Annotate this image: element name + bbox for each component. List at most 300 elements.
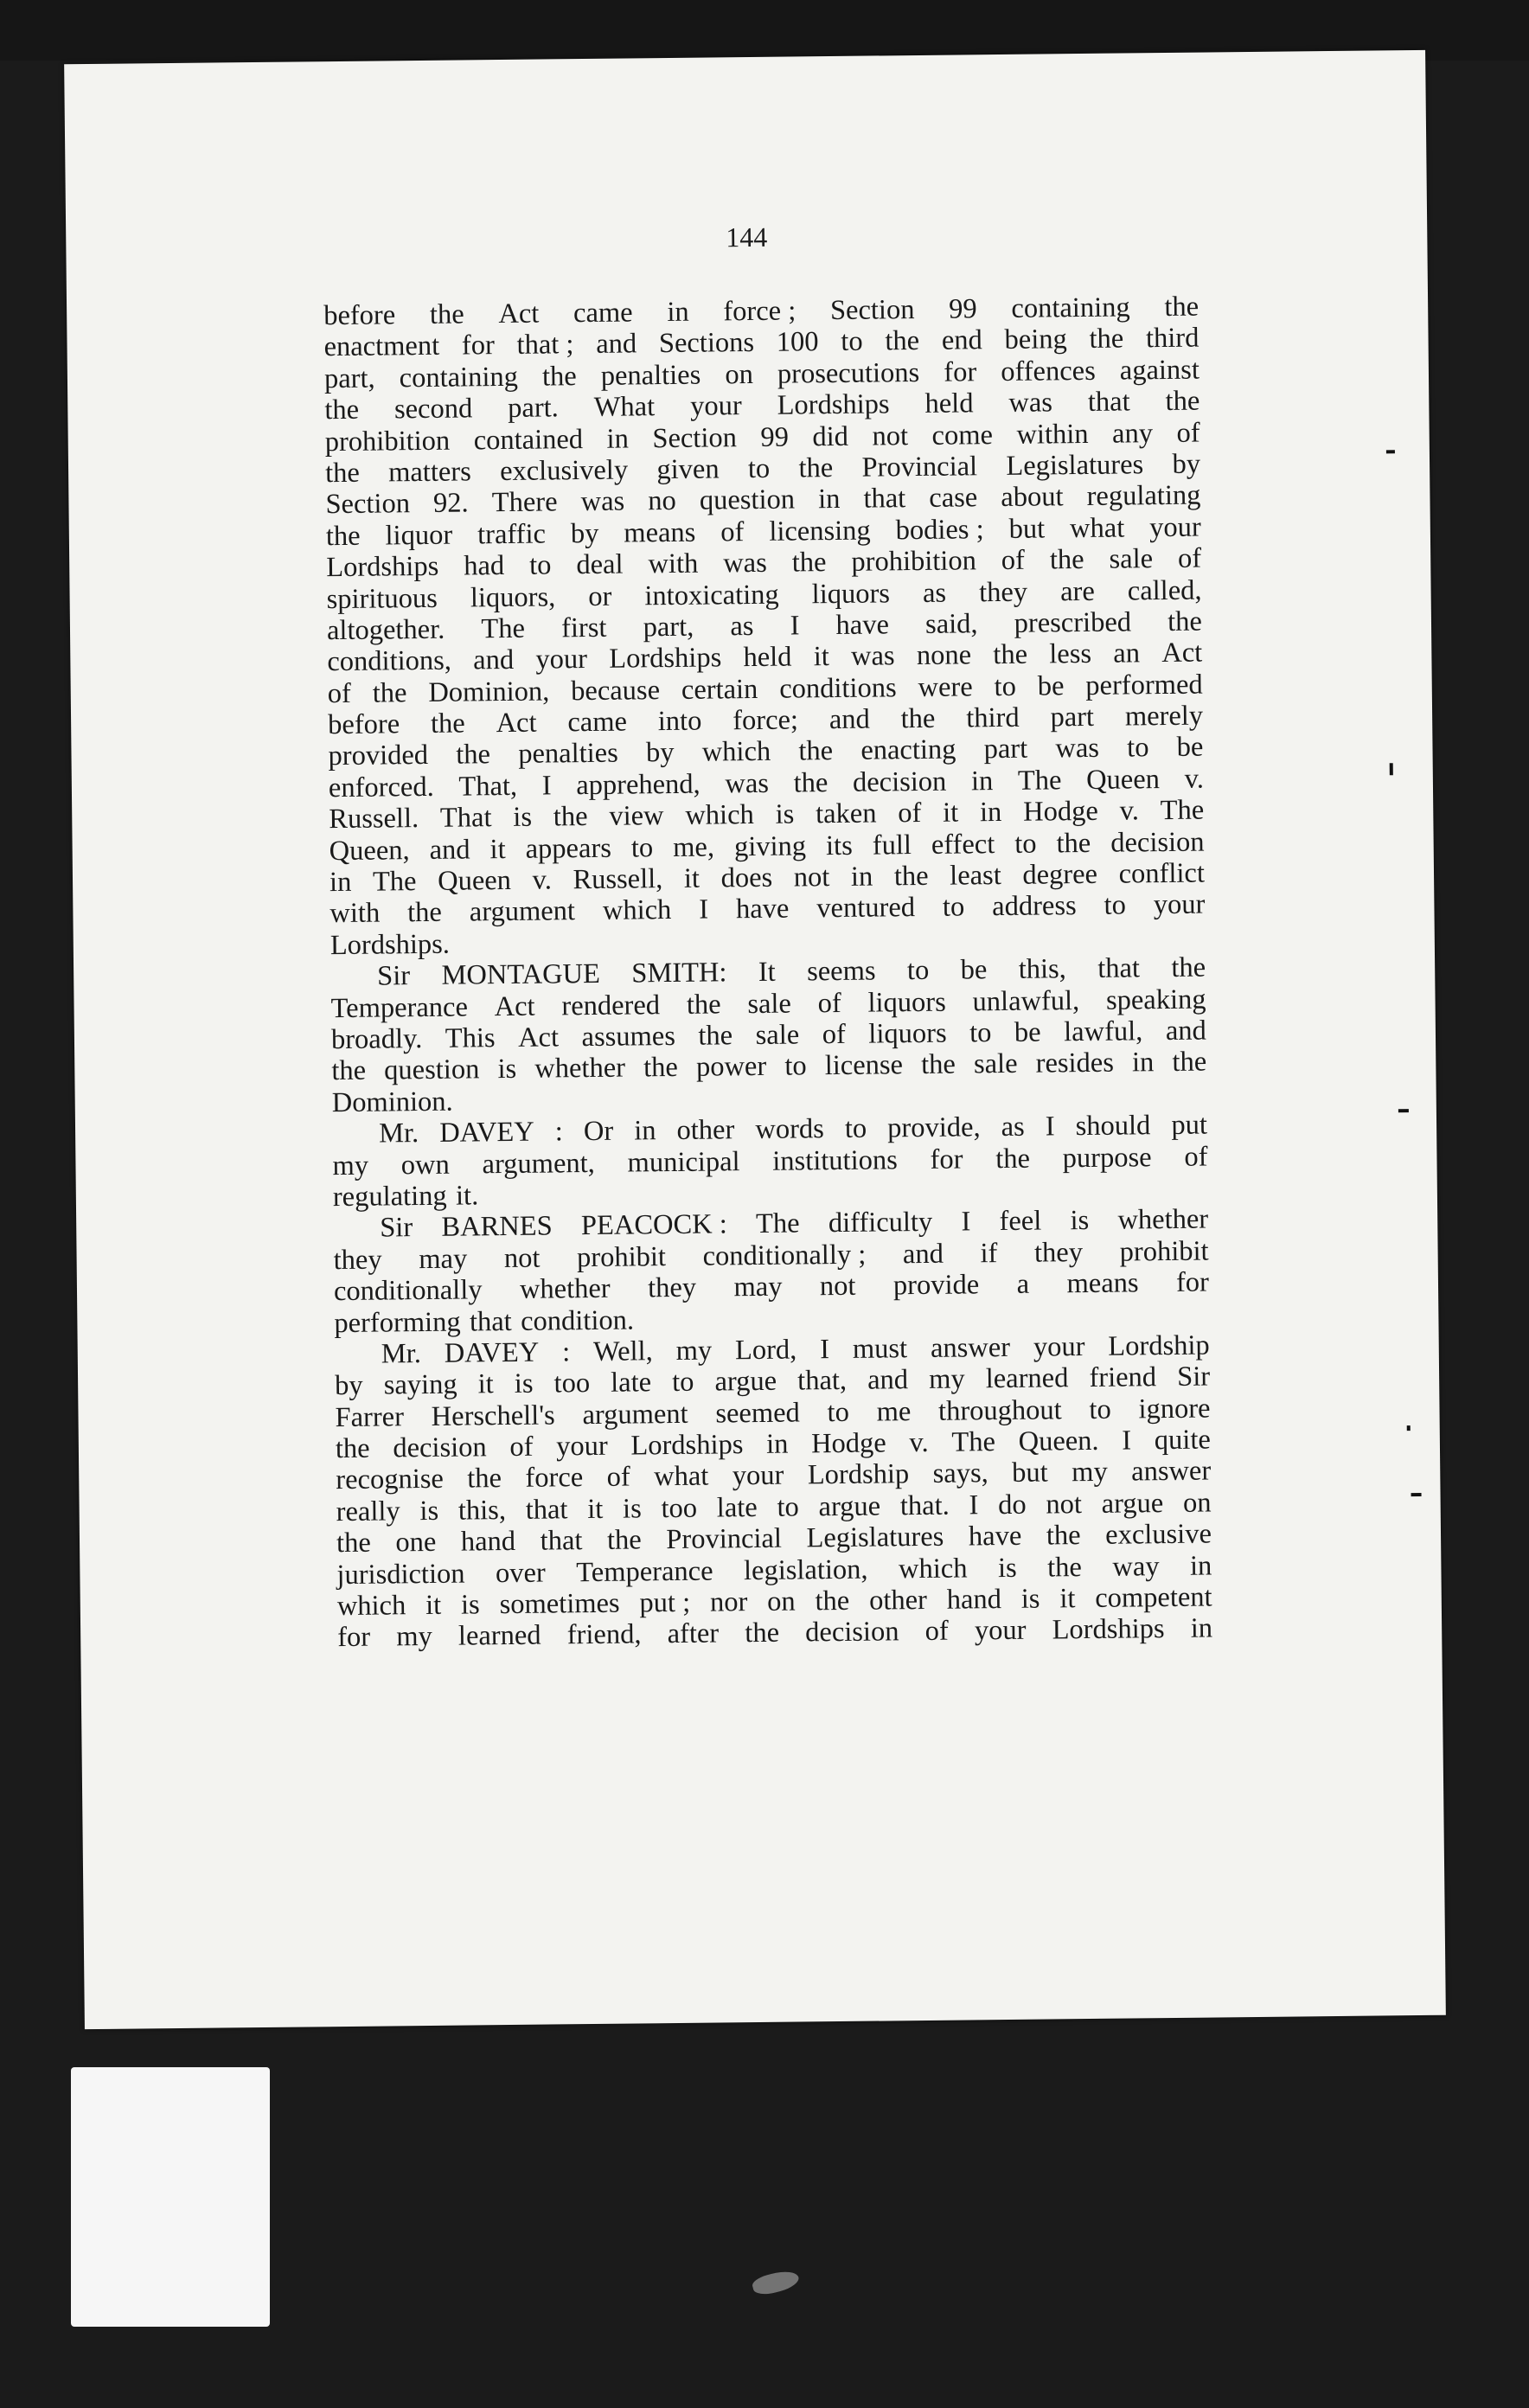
word: Act bbox=[494, 990, 535, 1022]
word: that bbox=[469, 1305, 512, 1337]
word: have bbox=[968, 1521, 1022, 1553]
word: whether bbox=[1117, 1203, 1209, 1236]
word: by bbox=[645, 737, 675, 769]
word: I bbox=[1122, 1425, 1132, 1457]
word: it bbox=[489, 833, 506, 865]
word: the bbox=[1167, 605, 1203, 637]
word: that bbox=[863, 483, 906, 515]
word: or bbox=[588, 580, 612, 612]
word: any bbox=[1111, 417, 1154, 450]
word: prosecutions bbox=[777, 356, 920, 390]
word: Mr. bbox=[378, 1118, 419, 1150]
word: not bbox=[1046, 1488, 1083, 1521]
word: the bbox=[791, 547, 827, 579]
word: the bbox=[541, 360, 577, 393]
word: in bbox=[606, 423, 630, 455]
word: the bbox=[893, 860, 929, 893]
word: of bbox=[822, 1018, 846, 1051]
word: it bbox=[1059, 1583, 1076, 1615]
word: Hodge bbox=[1022, 796, 1098, 828]
word: Sir bbox=[380, 1212, 413, 1244]
word: the bbox=[798, 735, 834, 767]
word: no bbox=[648, 485, 676, 517]
word: your bbox=[1149, 511, 1201, 543]
body-text bbox=[323, 291, 1212, 1654]
word: if bbox=[980, 1237, 998, 1270]
word: that bbox=[1087, 386, 1130, 419]
word: Queen bbox=[1085, 763, 1161, 796]
word: less bbox=[1049, 638, 1092, 670]
word: lawful, bbox=[1063, 1015, 1143, 1048]
word: of bbox=[1177, 542, 1202, 574]
word: Or bbox=[583, 1115, 614, 1148]
word: was bbox=[850, 640, 895, 673]
word: nor bbox=[709, 1586, 748, 1618]
word: said, bbox=[924, 608, 978, 640]
word: called, bbox=[1127, 574, 1202, 606]
word: the bbox=[331, 1055, 367, 1087]
word: v. bbox=[1119, 795, 1140, 827]
word: my bbox=[1071, 1457, 1108, 1489]
word: came bbox=[573, 297, 633, 330]
word: for bbox=[1175, 1266, 1210, 1299]
word: is bbox=[1020, 1583, 1040, 1615]
word: decision bbox=[393, 1431, 487, 1464]
word: one bbox=[395, 1527, 437, 1559]
word: your bbox=[689, 390, 742, 422]
word: taken bbox=[815, 797, 877, 830]
word: of bbox=[327, 677, 352, 709]
word: certain bbox=[681, 673, 758, 706]
word: may bbox=[733, 1271, 783, 1303]
word: by bbox=[1172, 448, 1201, 480]
word: Act bbox=[498, 298, 540, 330]
word: unlawful, bbox=[972, 984, 1080, 1017]
word: are bbox=[1059, 575, 1095, 607]
word: merely bbox=[1124, 700, 1204, 733]
word: Dominion. bbox=[331, 1086, 453, 1118]
word: because bbox=[570, 674, 661, 707]
word: prohibit bbox=[1119, 1235, 1209, 1268]
word: speaking bbox=[1105, 983, 1206, 1016]
word: Act bbox=[1161, 637, 1203, 669]
word: be bbox=[960, 954, 988, 986]
word: the bbox=[745, 1617, 780, 1649]
word: is bbox=[514, 1367, 534, 1400]
margin-mark bbox=[1390, 763, 1393, 775]
word: too bbox=[553, 1367, 591, 1399]
word: is bbox=[775, 798, 795, 830]
word: Russell. bbox=[329, 803, 419, 836]
word: by bbox=[570, 517, 599, 549]
word: says, bbox=[932, 1457, 988, 1490]
word: apprehend, bbox=[576, 768, 701, 802]
word: your bbox=[732, 1460, 784, 1492]
word: Provincial bbox=[861, 451, 978, 484]
word: not bbox=[819, 1270, 856, 1303]
word: in bbox=[1190, 1612, 1213, 1645]
word: friend, bbox=[566, 1618, 642, 1651]
word: the bbox=[1049, 544, 1084, 576]
word: put ; bbox=[639, 1586, 691, 1619]
word: view bbox=[609, 800, 664, 833]
word: may bbox=[419, 1243, 468, 1275]
word: and bbox=[902, 1238, 944, 1270]
word: my bbox=[396, 1621, 432, 1653]
word: that, bbox=[797, 1365, 848, 1397]
word: the bbox=[793, 766, 828, 799]
word: be bbox=[1176, 732, 1204, 764]
word: was bbox=[725, 767, 770, 800]
word: was bbox=[1008, 387, 1053, 419]
margin-mark bbox=[1398, 1109, 1409, 1112]
word: prohibition bbox=[324, 425, 451, 458]
word: the bbox=[324, 394, 360, 426]
word: and bbox=[867, 1364, 909, 1396]
word: what bbox=[1069, 512, 1125, 544]
word: means bbox=[624, 516, 696, 549]
word: the bbox=[1046, 1551, 1083, 1584]
word: decision bbox=[852, 765, 947, 798]
word: Herschell's bbox=[431, 1399, 555, 1432]
word: which bbox=[602, 894, 672, 927]
word: the bbox=[885, 325, 920, 357]
word: question bbox=[384, 1054, 480, 1086]
word: but bbox=[1012, 1457, 1048, 1489]
word: before bbox=[327, 708, 400, 741]
word: PEACOCK : bbox=[580, 1208, 727, 1242]
word: DAVEY bbox=[439, 1116, 534, 1149]
word: of bbox=[898, 797, 922, 829]
word: held bbox=[743, 641, 792, 674]
word: 92. bbox=[432, 487, 469, 520]
word: seemed bbox=[715, 1397, 801, 1430]
word: saying bbox=[383, 1368, 457, 1401]
word: resides bbox=[1035, 1047, 1115, 1079]
word: prohibit bbox=[576, 1240, 667, 1273]
word: to bbox=[1104, 889, 1127, 922]
word: That bbox=[439, 802, 492, 835]
word: part, bbox=[323, 362, 375, 394]
word: was bbox=[1055, 733, 1100, 765]
word: had bbox=[464, 550, 505, 582]
word: its bbox=[825, 829, 853, 861]
word: the bbox=[456, 739, 491, 772]
word: Act bbox=[517, 1021, 560, 1054]
word: legislation, bbox=[743, 1553, 868, 1586]
word: means bbox=[1066, 1267, 1139, 1300]
word: Lordships bbox=[609, 642, 722, 676]
word: Provincial bbox=[666, 1522, 783, 1556]
word: first bbox=[560, 612, 607, 644]
word: liquors bbox=[868, 1017, 947, 1050]
word: : bbox=[554, 1116, 564, 1148]
word: Queen. bbox=[1018, 1425, 1099, 1457]
word: force; bbox=[733, 704, 799, 737]
word: ignore bbox=[1138, 1393, 1211, 1425]
word: which bbox=[701, 736, 771, 769]
word: to bbox=[784, 1050, 807, 1083]
word: sale bbox=[1109, 543, 1154, 575]
word: of bbox=[509, 1431, 534, 1463]
word: 99 bbox=[949, 293, 977, 325]
word: Sir bbox=[1176, 1361, 1211, 1393]
word: the bbox=[920, 1048, 956, 1081]
word: put bbox=[1171, 1109, 1208, 1142]
word: the bbox=[1172, 1046, 1207, 1079]
word: the bbox=[325, 520, 361, 552]
word: of bbox=[817, 987, 841, 1019]
word: enacting bbox=[860, 734, 956, 767]
word: the bbox=[1056, 827, 1091, 859]
word: your bbox=[555, 1430, 608, 1463]
word: be bbox=[1037, 669, 1065, 702]
word: with bbox=[648, 548, 699, 580]
word: recognise bbox=[336, 1463, 445, 1496]
word: end bbox=[941, 324, 982, 357]
word: before bbox=[323, 299, 396, 332]
word: conditions bbox=[779, 671, 897, 705]
word: Temperance bbox=[330, 991, 469, 1024]
word: which bbox=[336, 1590, 406, 1623]
word: liquor bbox=[385, 519, 453, 552]
word: they bbox=[978, 576, 1028, 608]
word: effect bbox=[931, 828, 995, 861]
word: DAVEY bbox=[444, 1336, 540, 1369]
word: the bbox=[698, 1020, 733, 1052]
scanned-page bbox=[64, 50, 1446, 2029]
word: learned bbox=[985, 1362, 1069, 1395]
word: not bbox=[872, 419, 909, 452]
word: whether bbox=[519, 1272, 611, 1305]
word: 99 bbox=[760, 421, 790, 453]
word: MONTAGUE bbox=[441, 958, 601, 991]
word: the bbox=[430, 708, 465, 740]
word: municipal bbox=[627, 1145, 740, 1179]
word: friend bbox=[1089, 1361, 1157, 1394]
word: for bbox=[461, 330, 495, 362]
word: too bbox=[661, 1492, 698, 1525]
word: part bbox=[1050, 701, 1095, 733]
word: given bbox=[656, 453, 720, 486]
word: I bbox=[790, 610, 800, 642]
word: performed bbox=[1085, 669, 1203, 701]
word: for bbox=[337, 1622, 371, 1654]
word: be bbox=[1014, 1016, 1041, 1048]
word: The bbox=[755, 1207, 800, 1240]
word: the bbox=[1089, 323, 1124, 355]
word: of bbox=[1184, 1141, 1208, 1173]
word: exclusive bbox=[1104, 1518, 1212, 1552]
word: case bbox=[929, 482, 978, 515]
word: I bbox=[699, 893, 709, 926]
word: late bbox=[716, 1491, 758, 1524]
word: spirituous bbox=[326, 582, 438, 615]
word: throughout bbox=[937, 1393, 1062, 1427]
word: v. bbox=[532, 864, 553, 896]
word: deal bbox=[576, 548, 624, 581]
word: sometimes bbox=[499, 1587, 620, 1621]
word: The bbox=[1017, 765, 1062, 797]
word: argue bbox=[1101, 1487, 1164, 1520]
word: not bbox=[793, 861, 830, 893]
word: is bbox=[419, 1495, 439, 1527]
word: to bbox=[942, 891, 965, 924]
word: Russell, bbox=[573, 863, 663, 896]
word: liquors, bbox=[470, 580, 556, 613]
word: SMITH: bbox=[631, 957, 727, 989]
word: I bbox=[1045, 1111, 1055, 1143]
word: your bbox=[1153, 888, 1206, 921]
word: is bbox=[997, 1552, 1017, 1584]
word: way bbox=[1112, 1550, 1160, 1583]
word: to bbox=[1089, 1393, 1111, 1425]
word: : bbox=[561, 1336, 571, 1368]
word: third bbox=[966, 701, 1020, 734]
word: Hodge bbox=[810, 1427, 886, 1460]
word: answer bbox=[1130, 1455, 1212, 1488]
word: intoxicating bbox=[644, 579, 779, 612]
word: did bbox=[812, 420, 849, 452]
word: conditions, bbox=[327, 644, 452, 678]
word: in bbox=[850, 861, 873, 893]
word: it bbox=[683, 862, 701, 894]
word: contained bbox=[473, 423, 584, 456]
word: argue bbox=[818, 1490, 881, 1523]
word: argue bbox=[714, 1366, 777, 1398]
word: and bbox=[596, 328, 637, 361]
word: which bbox=[685, 799, 754, 832]
word: for bbox=[930, 1143, 963, 1175]
word: came bbox=[567, 706, 628, 739]
word: the bbox=[606, 1524, 642, 1557]
word: provided bbox=[328, 740, 429, 772]
word: provide bbox=[892, 1269, 980, 1302]
word: have bbox=[835, 609, 890, 641]
word: containing bbox=[399, 361, 519, 394]
word: other bbox=[868, 1584, 928, 1617]
word: address bbox=[991, 890, 1077, 923]
word: to bbox=[841, 326, 863, 358]
word: in bbox=[634, 1115, 656, 1147]
word: penalties bbox=[600, 359, 701, 392]
word: on bbox=[766, 1585, 796, 1617]
word: argument bbox=[582, 1398, 688, 1431]
word: Sir bbox=[377, 960, 411, 992]
word: over bbox=[495, 1557, 546, 1589]
word: Temperance bbox=[576, 1555, 713, 1588]
margin-mark bbox=[1386, 450, 1395, 453]
word: What bbox=[593, 391, 656, 424]
word: on bbox=[725, 358, 754, 391]
word: the bbox=[335, 1432, 370, 1465]
page-number: 144 bbox=[726, 221, 768, 253]
word: being bbox=[1004, 323, 1067, 356]
word: quite bbox=[1154, 1424, 1211, 1457]
word: containing bbox=[1011, 291, 1130, 324]
word: ventured bbox=[816, 892, 916, 925]
word: to bbox=[906, 955, 930, 987]
word: to bbox=[528, 549, 552, 581]
word: as bbox=[730, 610, 754, 643]
word: degree bbox=[1022, 858, 1098, 891]
word: the bbox=[372, 676, 407, 709]
word: for bbox=[944, 356, 977, 388]
word: regulating bbox=[332, 1180, 447, 1214]
word: sale bbox=[755, 1019, 800, 1051]
word: it bbox=[477, 1368, 494, 1400]
word: enactment bbox=[323, 330, 440, 363]
word: offences bbox=[1001, 355, 1096, 387]
word: argument, bbox=[482, 1147, 595, 1180]
word: is bbox=[1070, 1205, 1090, 1237]
word: part, bbox=[643, 611, 694, 644]
word: Legislatures bbox=[806, 1521, 944, 1554]
word: least bbox=[950, 860, 1001, 892]
word: come bbox=[931, 419, 994, 452]
word: decision bbox=[804, 1616, 899, 1649]
word: of bbox=[720, 516, 745, 548]
word: of bbox=[1176, 417, 1200, 449]
word: That, bbox=[458, 770, 518, 803]
word: Lordships. bbox=[329, 928, 451, 961]
word: liquors bbox=[811, 577, 891, 610]
word: I bbox=[541, 770, 552, 802]
word: of bbox=[924, 1616, 949, 1648]
word: Lordships bbox=[777, 388, 890, 421]
word: matters bbox=[387, 456, 471, 489]
word: Queen bbox=[437, 864, 512, 897]
word: learned bbox=[457, 1620, 541, 1653]
word: your bbox=[974, 1615, 1027, 1647]
word: the bbox=[643, 1052, 679, 1084]
word: jurisdiction bbox=[336, 1558, 465, 1591]
word: a bbox=[1016, 1268, 1030, 1300]
word: it bbox=[813, 641, 829, 673]
word: which bbox=[898, 1553, 968, 1585]
word: in bbox=[329, 866, 352, 899]
word: The bbox=[481, 612, 526, 645]
word: late bbox=[610, 1367, 652, 1399]
word: me, bbox=[672, 831, 715, 863]
smudge bbox=[751, 2267, 801, 2297]
word: The bbox=[372, 866, 417, 898]
word: v. bbox=[1184, 763, 1205, 795]
word: provide, bbox=[887, 1111, 981, 1144]
word: liquors bbox=[867, 986, 946, 1019]
word: exclusively bbox=[499, 454, 629, 488]
word: and bbox=[1165, 1015, 1206, 1047]
word: conditionally bbox=[333, 1274, 483, 1308]
word: against bbox=[1119, 354, 1200, 387]
word: Section bbox=[652, 421, 738, 454]
word: but bbox=[1008, 513, 1046, 545]
word: the bbox=[1164, 291, 1200, 323]
word: to bbox=[671, 1367, 694, 1399]
word: power bbox=[695, 1051, 767, 1084]
word: Section bbox=[325, 488, 411, 521]
word: difficulty bbox=[828, 1207, 933, 1239]
word: part bbox=[983, 733, 1028, 765]
word: does bbox=[720, 861, 773, 894]
word: with bbox=[329, 897, 381, 930]
margin-mark bbox=[1407, 1425, 1411, 1431]
word: the bbox=[1171, 951, 1206, 984]
word: as bbox=[922, 577, 947, 609]
word: bodies ; bbox=[895, 513, 984, 546]
word: after bbox=[667, 1617, 720, 1650]
word: Well, bbox=[592, 1335, 653, 1367]
